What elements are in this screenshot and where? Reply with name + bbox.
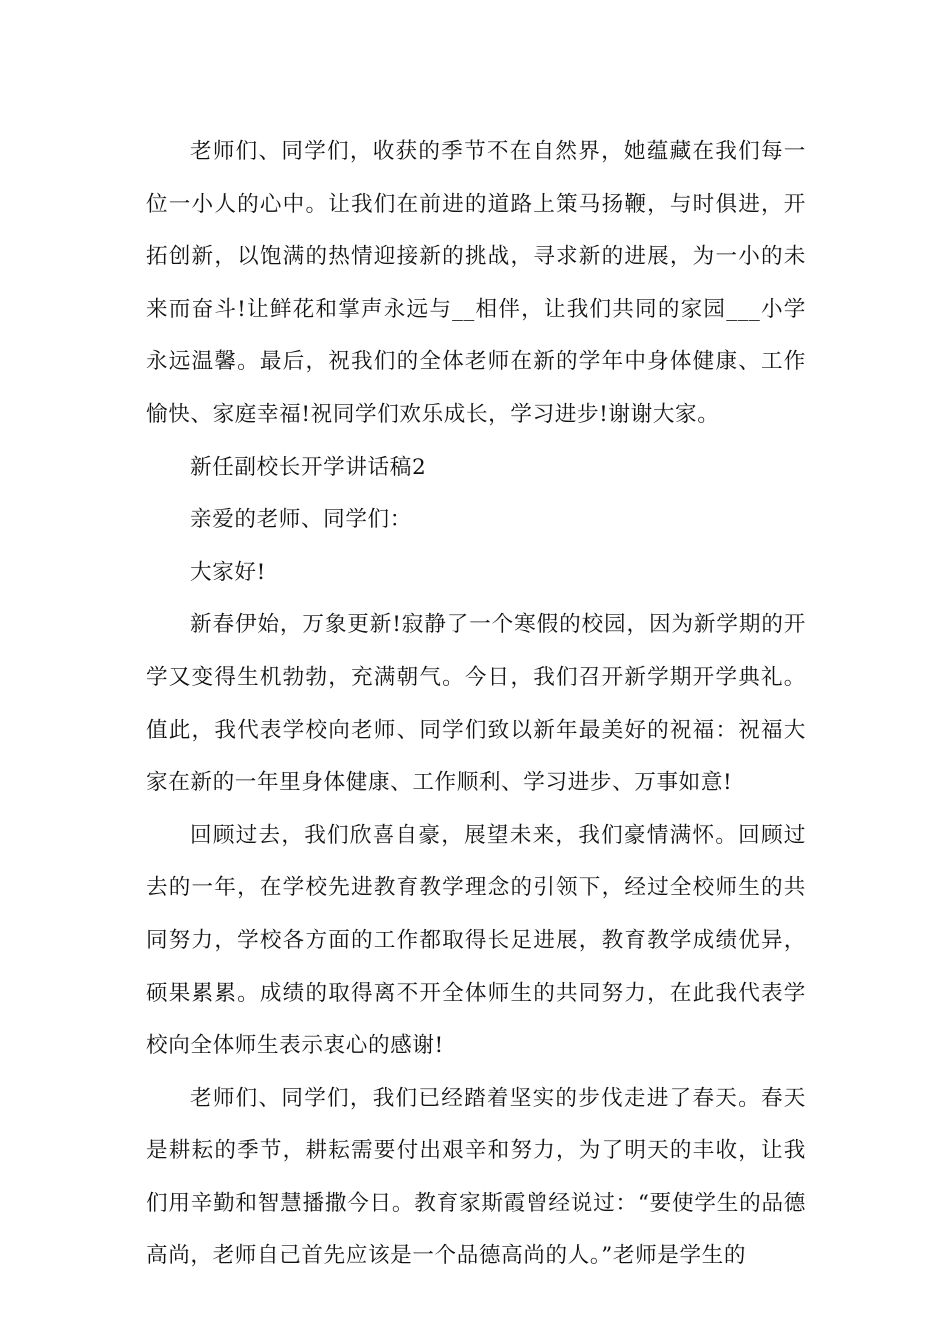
- paragraph-new-spring: 新春伊始，万象更新!寂静了一个寒假的校园，因为新学期的开学又变得生机勃勃，充满朝气。今日，我们召开新学期开学典礼。值此，我代表学校向老师、同学们致以新年最美好的祝福：祝福大家在新的一年里身体健康、工作顺利、学习进步、万事如意!: [146, 612, 806, 796]
- paragraph-closing: 老师们、同学们，收获的季节不在自然界，她蕴藏在我们每一位一小人的心中。让我们在前进的道路上策马扬鞭，与时俱进，开拓创新，以饱满的热情迎接新的挑战，寻求新的进展，为一小的未来而奋斗!让鲜花和掌声永远与__相伴，让我们共同的家园___小学永远温馨。最后，祝我们的全体老师在新的学年中身体健康、工作愉快、家庭幸福!祝同学们欢乐成长，学习进步!谢谢大家。: [146, 139, 806, 427]
- paragraph-review: 回顾过去，我们欣喜自豪，展望未来，我们豪情满怀。回顾过去的一年，在学校先进教育教学理念的引领下，经过全校师生的共同努力，学校各方面的工作都取得长足进展，教育教学成绩优异，硕果累累。成绩的取得离不开全体师生的共同努力，在此我代表学校向全体师生表示衷心的感谢!: [146, 822, 806, 1059]
- paragraph-spring-work: 老师们、同学们，我们已经踏着坚实的步伐走进了春天。春天是耕耘的季节，耕耘需要付出艰辛和努力，为了明天的丰收，让我们用辛勤和智慧播撒今日。教育家斯霞曾经说过：“要使学生的品德高尚，老师自己首先应该是一个品德高尚的人。”老师是学生的: [146, 1085, 806, 1269]
- document-body: [146, 126, 806, 1283]
- section-title: 新任副校长开学讲话稿2: [190, 454, 427, 480]
- greeting: 大家好!: [190, 559, 266, 585]
- salutation: 亲爱的老师、同学们：: [190, 507, 412, 533]
